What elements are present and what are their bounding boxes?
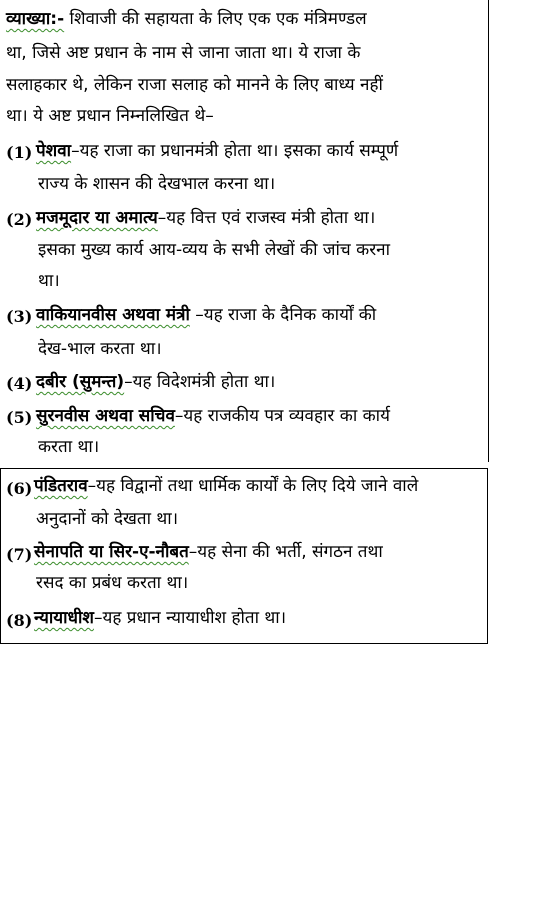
item-text: –यह राजा के दैनिक कार्यों की bbox=[189, 305, 377, 325]
list-item-3-line-2: देख-भाल करता था। bbox=[38, 339, 162, 359]
list-item-8-line-1 bbox=[34, 605, 286, 628]
item-text: –यह राजा का प्रधानमंत्री होता था। इसका कार्य सम्पूर्ण bbox=[71, 141, 399, 161]
list-item-4-line-1 bbox=[36, 369, 275, 392]
item-text: –यह प्रधान न्यायाधीश होता था। bbox=[93, 608, 287, 628]
intro-line-4: था। ये अष्ट प्रधान निम्नलिखित थे– bbox=[6, 106, 214, 126]
list-item-1-line-2: राज्य के शासन की देखभाल करना था। bbox=[38, 174, 276, 194]
item-title: सुरनवीस अथवा सचिव bbox=[36, 406, 175, 426]
item-title: पेशवा bbox=[36, 141, 72, 161]
list-item-6-line-1 bbox=[34, 473, 418, 496]
list-item-7-line-2: रसद का प्रबंध करता था। bbox=[36, 573, 189, 593]
list-item-3-line-1 bbox=[36, 302, 376, 325]
list-item-2-line-3: था। bbox=[38, 271, 60, 291]
intro-heading: व्याख्या:- bbox=[6, 9, 65, 29]
item-text: –यह सेना की भर्ती, संगठन तथा bbox=[188, 542, 383, 562]
intro-line-1 bbox=[6, 6, 367, 29]
item-text: –यह राजकीय पत्र व्यवहार का कार्य bbox=[174, 406, 390, 426]
item-title: सेनापति या सिर-ए-नौबत bbox=[34, 542, 189, 562]
list-item-6-line-2: अनुदानों को देखता था। bbox=[36, 509, 179, 529]
item-number: (2) bbox=[6, 210, 33, 229]
intro-line-3: सलाहकार थे, लेकिन राजा सलाह को मानने के लिए बाध्य नहीं bbox=[6, 75, 383, 95]
list-item-7-line-1 bbox=[34, 539, 383, 562]
item-number: (3) bbox=[6, 307, 33, 326]
intro-line-2: था, जिसे अष्ट प्रधान के नाम से जाना जाता था। ये राजा के bbox=[6, 43, 361, 63]
item-number: (4) bbox=[6, 374, 33, 393]
item-title: पंडितराव bbox=[34, 476, 88, 496]
item-title: दबीर (सुमन्त) bbox=[36, 372, 125, 392]
list-item-1-line-1 bbox=[36, 138, 398, 161]
upper-text-box bbox=[0, 0, 489, 462]
item-number: (7) bbox=[6, 545, 33, 564]
item-number: (8) bbox=[6, 611, 33, 630]
list-item-2-line-1 bbox=[36, 205, 375, 228]
item-number: (1) bbox=[6, 143, 33, 162]
item-text: –यह विदेशमंत्री होता था। bbox=[124, 372, 276, 392]
list-item-5-line-1 bbox=[36, 403, 390, 426]
item-text: –यह वित्त एवं राजस्व मंत्री होता था। bbox=[157, 208, 376, 228]
list-item-2-line-2: इसका मुख्य कार्य आय-व्यय के सभी लेखों की जांच करना bbox=[38, 240, 390, 260]
intro-text-1: शिवाजी की सहायता के लिए एक एक मंत्रिमण्डल bbox=[69, 9, 367, 29]
item-title: मजमूदार या अमात्य bbox=[36, 208, 158, 228]
item-number: (5) bbox=[6, 408, 33, 427]
item-title: न्यायाधीश bbox=[34, 608, 94, 628]
item-number: (6) bbox=[6, 479, 33, 498]
item-title: वाकियानवीस अथवा मंत्री bbox=[36, 305, 190, 325]
item-text: –यह विद्वानों तथा धार्मिक कार्यों के लिए दिये जाने वाले bbox=[87, 476, 419, 496]
list-item-5-line-2: करता था। bbox=[38, 437, 100, 457]
